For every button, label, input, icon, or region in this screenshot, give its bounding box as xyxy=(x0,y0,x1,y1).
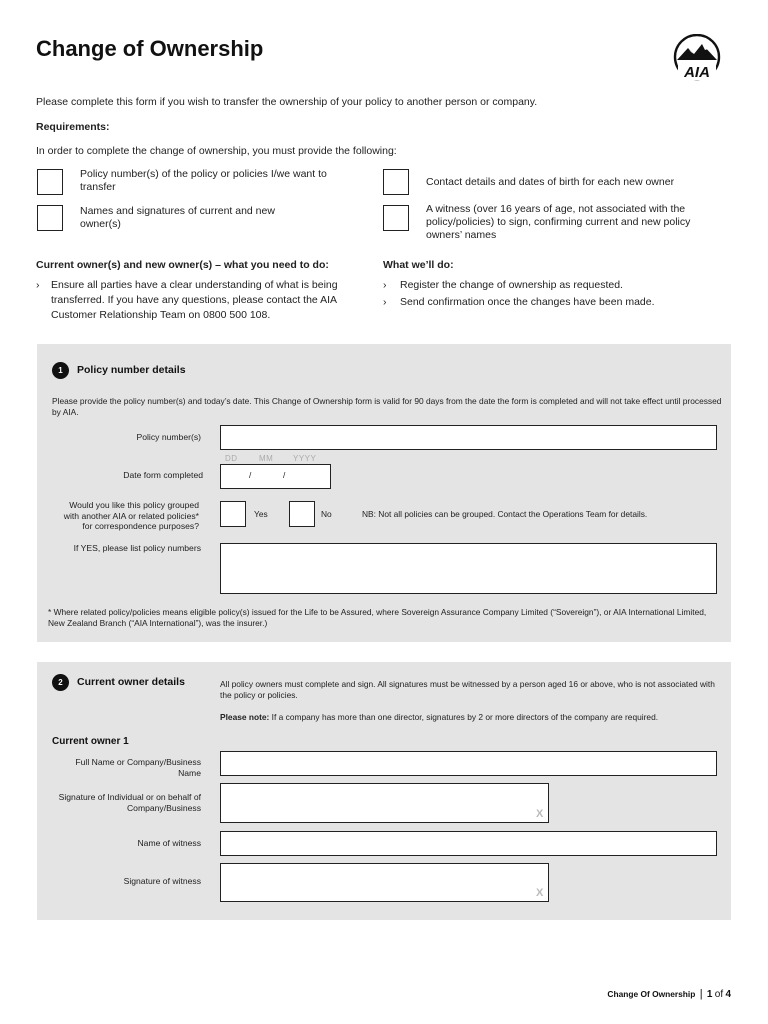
section1-instructions: Please provide the policy number(s) and today’s date. This Change of Ownership form is valid for 90 days from the date the form is completed and will not take effect until processed by AIA. xyxy=(52,396,722,417)
bullet-glyph: › xyxy=(383,296,387,308)
date-separator: / xyxy=(249,470,252,480)
note-label: Please note: xyxy=(220,712,270,722)
full-name-input[interactable] xyxy=(220,751,717,776)
witness-name-input[interactable] xyxy=(220,831,717,856)
yes-checkbox[interactable] xyxy=(220,501,246,527)
date-yyyy-placeholder: YYYY xyxy=(293,454,317,463)
sign-here-mark: X xyxy=(536,887,544,899)
nb-note: NB: Not all policies can be grouped. Contact the Operations Team for details. xyxy=(362,509,648,519)
page-of: of xyxy=(714,989,724,1000)
yes-label: Yes xyxy=(254,509,268,519)
date-separator: / xyxy=(283,470,286,480)
todo-left-item-text: Ensure all parties have a clear understanding of what is being transferred. If you have any questions, please contact the AIA Customer Relationship Team on 0800 500 108. xyxy=(51,279,338,321)
footer-doc-name: Change Of Ownership xyxy=(607,989,696,999)
requirements-lead: In order to complete the change of ownership, you must provide the following: xyxy=(36,145,397,157)
policy-numbers-label: Policy number(s) xyxy=(136,432,201,442)
witness-name-label: Name of witness xyxy=(137,838,201,848)
signature-input[interactable] xyxy=(220,783,549,823)
date-dd-placeholder: DD xyxy=(225,454,238,463)
full-name-label: Full Name or Company/Business Name xyxy=(75,757,201,778)
section1-footnote: * Where related policy/policies means eligible policy(s) issued for the Life to be Assured, where Sovereign Assurance Company Limited (“Sovereign”), or AIA International Limited, New Zealand Branch (“AIA International”), was the insurer.) xyxy=(48,607,707,628)
section1-title: Policy number details xyxy=(77,364,186,376)
date-mm-placeholder: MM xyxy=(259,454,274,463)
requirement-checkbox-2[interactable] xyxy=(37,205,63,231)
page-footer xyxy=(607,988,731,1000)
note-text: If a company has more than one director, signatures by 2 or more directors of the company are required. xyxy=(269,712,659,722)
date-label: Date form completed xyxy=(123,470,203,480)
witness-signature-label: Signature of witness xyxy=(123,876,201,886)
intro-text: Please complete this form if you wish to transfer the ownership of your policy to another person or company. xyxy=(36,96,538,108)
section2-title: Current owner details xyxy=(77,676,185,688)
bullet-glyph: › xyxy=(36,279,40,291)
page-current: 1 xyxy=(706,989,713,1000)
current-owner-heading: Current owner 1 xyxy=(52,736,129,747)
policy-numbers-input[interactable] xyxy=(220,425,717,450)
requirement-item: Names and signatures of current and new owner(s) xyxy=(80,205,275,230)
section2-note xyxy=(220,712,720,723)
requirement-item: Policy number(s) of the policy or policies I/we want to transfer xyxy=(80,168,327,193)
signature-label: Signature of Individual or on behalf of Company/Business xyxy=(58,792,201,813)
todo-right-item-text: Send confirmation once the changes have been made. xyxy=(400,296,655,308)
aia-logo xyxy=(672,34,722,84)
requirement-item: Contact details and dates of birth for each new owner xyxy=(426,176,675,188)
witness-signature-input[interactable] xyxy=(220,863,549,902)
section1-number: 1 xyxy=(52,362,69,379)
requirement-checkbox-4[interactable] xyxy=(383,205,409,231)
todo-left-item xyxy=(36,278,351,323)
logo-text: AIA xyxy=(684,64,710,81)
todo-right-item xyxy=(383,295,723,310)
page-title: Change of Ownership xyxy=(36,36,264,61)
list-policies-input[interactable] xyxy=(220,543,717,594)
section2-description: All policy owners must complete and sign. All signatures must be witnessed by a person aged 16 or above, who is not associated with the policy or policies. xyxy=(220,679,715,700)
requirement-item: A witness (over 16 years of age, not associated with the policy/policies) to sign, confirming current and new policy owners’ names xyxy=(426,203,691,241)
no-checkbox[interactable] xyxy=(289,501,315,527)
todo-right-item-text: Register the change of ownership as requested. xyxy=(400,279,623,291)
footer-divider: | xyxy=(699,988,703,1000)
section1-panel xyxy=(37,344,731,642)
todo-left-heading: Current owner(s) and new owner(s) – what you need to do: xyxy=(36,259,329,271)
sign-here-mark: X xyxy=(536,808,544,820)
section2-number: 2 xyxy=(52,674,69,691)
requirement-checkbox-1[interactable] xyxy=(37,169,63,195)
page-total: 4 xyxy=(725,989,731,1000)
date-input[interactable] xyxy=(220,464,331,489)
group-question: Would you like this policy grouped with another AIA or related policies* for correspondence purposes? xyxy=(63,500,199,531)
bullet-glyph: › xyxy=(383,279,387,291)
requirements-heading: Requirements: xyxy=(36,121,110,133)
todo-right-item xyxy=(383,278,723,293)
requirement-checkbox-3[interactable] xyxy=(383,169,409,195)
no-label: No xyxy=(321,509,332,519)
list-policies-label: If YES, please list policy numbers xyxy=(73,543,201,553)
todo-right-heading: What we’ll do: xyxy=(383,259,454,271)
